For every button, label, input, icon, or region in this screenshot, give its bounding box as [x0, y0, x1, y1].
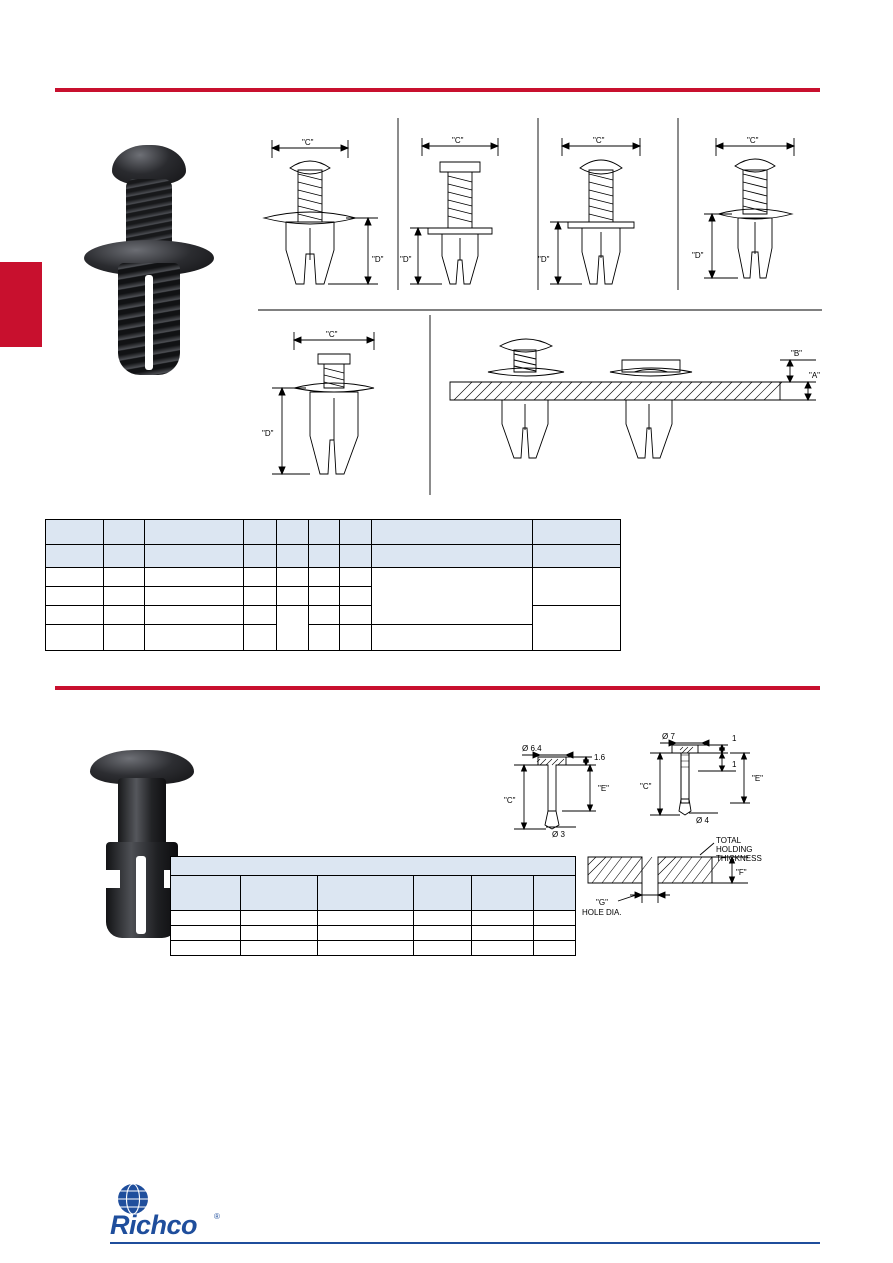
dim-label-f: "F" — [736, 868, 747, 877]
table-cell — [46, 606, 104, 625]
dim-label-g: "G" — [596, 898, 608, 907]
dim-label-e-left: "E" — [598, 784, 610, 793]
table-cell — [339, 568, 372, 587]
dim-label-dia-7: Ø 7 — [662, 732, 675, 741]
table-cell — [533, 568, 621, 606]
table-cell — [171, 941, 241, 956]
header-cell — [471, 876, 533, 911]
header-cell — [240, 876, 318, 911]
table-cell — [144, 587, 244, 606]
table-cell — [339, 606, 372, 625]
table-cell — [309, 568, 340, 587]
dim-label-c-right: "C" — [640, 782, 652, 791]
top-drawings-panel — [250, 110, 830, 510]
dim-label-dia-6-4: Ø 6.4 — [522, 744, 542, 753]
label-holding: HOLDING — [716, 845, 753, 854]
subheader-cell — [339, 545, 372, 568]
dim-label-c-fig1: "C" — [302, 138, 314, 147]
header-cell — [171, 876, 241, 911]
table-title-cell — [171, 857, 576, 876]
table-cell — [144, 625, 244, 651]
footer-rule — [110, 1242, 820, 1244]
table-cell — [309, 587, 340, 606]
table-cell — [276, 568, 309, 587]
top-spec-table — [45, 519, 621, 651]
table-cell — [372, 568, 533, 625]
middle-divider-rule — [55, 686, 820, 690]
table-cell — [276, 587, 309, 606]
dim-label-dia-3: Ø 3 — [552, 830, 565, 839]
dim-label-dia-4: Ø 4 — [696, 816, 709, 825]
table-cell — [244, 606, 277, 625]
dim-label-c-fig3: "C" — [593, 136, 605, 145]
table-header-row — [171, 876, 576, 911]
table-cell — [104, 606, 144, 625]
subheader-cell — [372, 545, 533, 568]
label-total: TOTAL — [716, 836, 742, 845]
table-cell — [413, 911, 471, 926]
table-cell — [46, 568, 104, 587]
dim-label-c-fig5: "C" — [326, 330, 338, 339]
table-row — [46, 568, 621, 587]
table-cell — [471, 941, 533, 956]
table-row — [171, 926, 576, 941]
table-cell — [240, 926, 318, 941]
table-cell — [240, 911, 318, 926]
header-cell — [533, 520, 621, 545]
dim-label-1-6: 1.6 — [594, 753, 606, 762]
dim-label-c-fig4: "C" — [747, 136, 759, 145]
footer-logo — [110, 1182, 230, 1240]
dim-label-c-left: "C" — [504, 796, 516, 805]
label-thickness: THICKNESS — [716, 854, 762, 863]
table-cell — [171, 926, 241, 941]
table-cell — [318, 926, 413, 941]
section-color-tab — [0, 262, 42, 347]
table-cell — [244, 587, 277, 606]
table-row — [171, 941, 576, 956]
table-cell — [413, 926, 471, 941]
rivet-product-photo — [70, 145, 245, 375]
table-row — [171, 911, 576, 926]
table-header-row — [46, 520, 621, 545]
table-cell — [104, 625, 144, 651]
dim-label-d-fig5: "D" — [262, 429, 274, 438]
table-cell — [318, 911, 413, 926]
dim-label-b-assembly: "B" — [791, 349, 803, 358]
dim-label-d-fig1: "D" — [372, 255, 384, 264]
dim-label-c-fig2: "C" — [452, 136, 464, 145]
table-cell — [339, 587, 372, 606]
table-cell — [339, 625, 372, 651]
table-cell — [46, 587, 104, 606]
table-cell — [46, 625, 104, 651]
dim-label-e-right: "E" — [752, 774, 764, 783]
header-cell — [46, 520, 104, 545]
table-cell — [471, 911, 533, 926]
subheader-cell — [276, 545, 309, 568]
table-cell — [533, 926, 575, 941]
subheader-cell — [104, 545, 144, 568]
registered-mark: ® — [214, 1212, 220, 1221]
bottom-spec-table-header — [171, 857, 576, 911]
label-hole-dia: HOLE DIA. — [582, 908, 622, 917]
table-cell — [244, 625, 277, 651]
subheader-cell — [309, 545, 340, 568]
table-cell — [144, 606, 244, 625]
table-cell — [309, 625, 340, 651]
table-cell — [104, 568, 144, 587]
table-cell — [533, 941, 575, 956]
header-cell — [276, 520, 309, 545]
table-row — [46, 606, 621, 625]
top-spec-table-body — [46, 568, 621, 651]
table-cell — [144, 568, 244, 587]
subheader-cell — [46, 545, 104, 568]
top-divider-rule — [55, 88, 820, 92]
table-cell — [471, 926, 533, 941]
header-cell — [372, 520, 533, 545]
subheader-cell — [144, 545, 244, 568]
dim-label-1-top: 1 — [732, 734, 737, 743]
header-cell — [144, 520, 244, 545]
brand-wordmark: Richco — [110, 1210, 198, 1240]
table-cell — [413, 941, 471, 956]
header-cell — [318, 876, 413, 911]
table-cell — [244, 568, 277, 587]
dim-label-d-fig4: "D" — [692, 251, 704, 260]
table-cell — [533, 911, 575, 926]
bottom-spec-table-body — [171, 911, 576, 956]
table-cell — [372, 625, 533, 651]
table-title-row — [171, 857, 576, 876]
table-cell — [171, 911, 241, 926]
header-cell — [309, 520, 340, 545]
top-spec-table-header — [46, 520, 621, 568]
table-cell — [240, 941, 318, 956]
table-cell — [533, 606, 621, 651]
header-cell — [533, 876, 575, 911]
dim-label-a-assembly: "A" — [809, 371, 821, 380]
table-cell — [309, 606, 340, 625]
header-cell — [244, 520, 277, 545]
table-subheader-row — [46, 545, 621, 568]
table-cell — [104, 587, 144, 606]
dim-label-d-fig2: "D" — [400, 255, 412, 264]
dim-label-1-bottom: 1 — [732, 760, 737, 769]
table-cell — [318, 941, 413, 956]
bottom-spec-table — [170, 856, 576, 956]
subheader-cell — [244, 545, 277, 568]
header-cell — [104, 520, 144, 545]
subheader-cell — [533, 545, 621, 568]
header-cell — [413, 876, 471, 911]
header-cell — [339, 520, 372, 545]
dim-label-d-fig3: "D" — [538, 255, 550, 264]
table-cell — [276, 606, 309, 651]
